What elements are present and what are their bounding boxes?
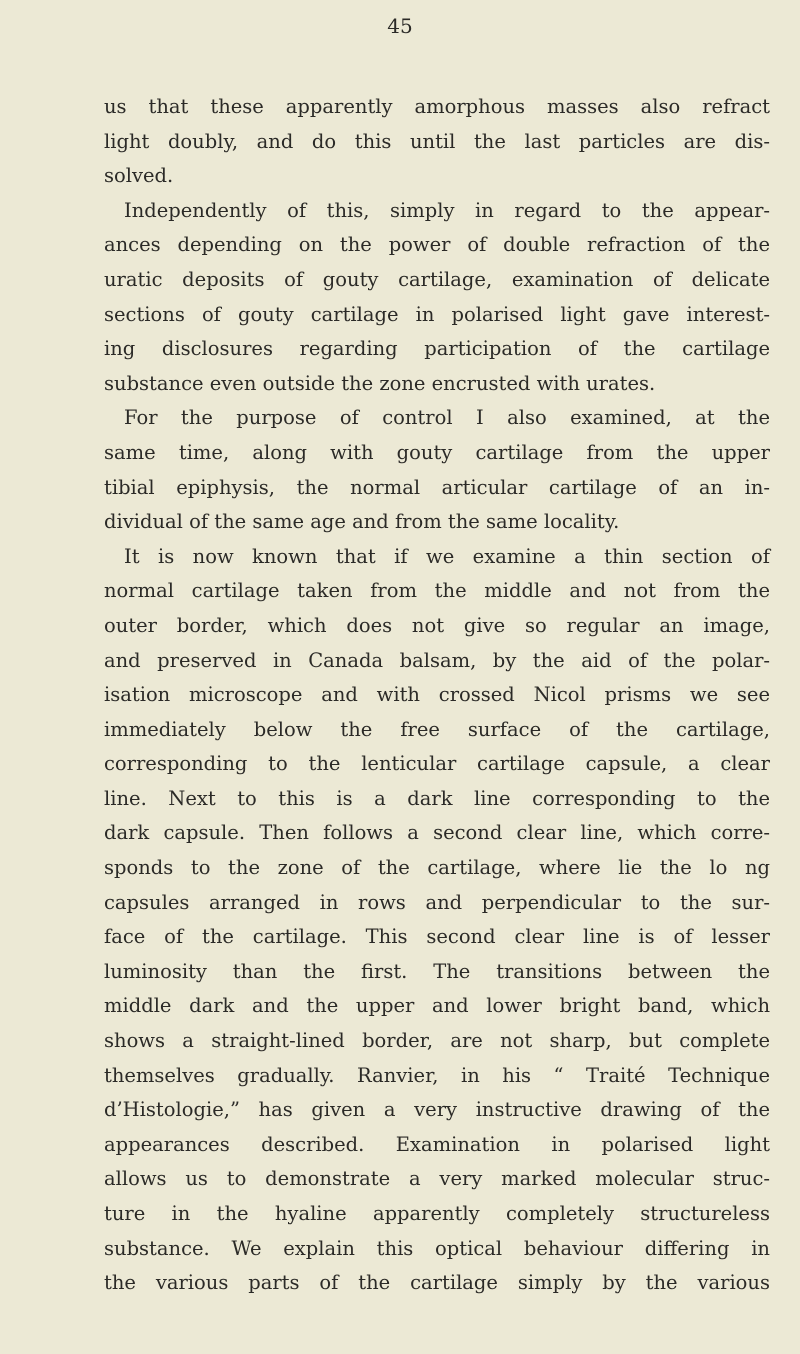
text-line: ing disclosures regarding participation of the cartilage: [104, 337, 770, 361]
text-line: the various parts of the cartilage simply by the various: [104, 1271, 770, 1295]
text-line: sponds to the zone of the cartilage, where lie the lo ng: [104, 856, 770, 880]
text-line: sections of gouty cartilage in polarised light gave interest-: [104, 302, 770, 326]
text-line: shows a straight-lined border, are not sharp, but complete: [104, 1029, 770, 1053]
text-line: capsules arranged in rows and perpendicular to the sur-: [104, 890, 770, 914]
text-line: tibial epiphysis, the normal articular cartilage of an in-: [104, 475, 770, 499]
text-line: normal cartilage taken from the middle and not from the: [104, 579, 770, 603]
text-line: substance. We explain this optical behaviour differing in: [104, 1236, 770, 1260]
text-line: light doubly, and do this until the last particles are dis-: [104, 129, 770, 153]
text-line: For the purpose of control I also examined, at the: [124, 406, 770, 430]
text-line: Independently of this, simply in regard to the appear-: [124, 198, 770, 222]
page-number: 45: [387, 14, 413, 38]
text-line: dark capsule. Then follows a second clear line, which corre-: [104, 821, 770, 845]
text-line: ances depending on the power of double refraction of the: [104, 233, 770, 257]
text-line: luminosity than the first. The transitions between the: [104, 959, 770, 983]
text-line: appearances described. Examination in polarised light: [104, 1132, 770, 1156]
text-line: dividual of the same age and from the same locality.: [104, 510, 620, 534]
text-line: line. Next to this is a dark line corresponding to the: [104, 786, 770, 810]
text-line: and preserved in Canada balsam, by the aid of the polar-: [104, 648, 770, 672]
text-line: uratic deposits of gouty cartilage, examination of delicate: [104, 267, 770, 291]
text-line: middle dark and the upper and lower bright band, which: [104, 994, 770, 1018]
text-line: same time, along with gouty cartilage from the upper: [104, 440, 770, 464]
text-line: solved.: [104, 164, 174, 188]
text-line: d’Histologie,” has given a very instructive drawing of the: [104, 1098, 770, 1122]
text-line: themselves gradually. Ranvier, in his “ Traité Technique: [104, 1063, 770, 1087]
body-text: [104, 92, 770, 1303]
text-line: us that these apparently amorphous masses also refract: [104, 95, 770, 118]
text-line: corresponding to the lenticular cartilage capsule, a clear: [104, 752, 770, 776]
text-line: isation microscope and with crossed Nicol prisms we see: [104, 683, 770, 707]
text-line: allows us to demonstrate a very marked molecular struc-: [104, 1167, 770, 1191]
text-line: outer border, which does not give so regular an image,: [104, 613, 770, 637]
text-line: immediately below the free surface of the cartilage,: [104, 717, 770, 741]
text-line: ture in the hyaline apparently completely structureless: [104, 1202, 770, 1225]
text-line: substance even outside the zone encrusted with urates.: [104, 371, 656, 395]
text-line: face of the cartilage. This second clear line is of lesser: [104, 925, 770, 949]
text-line: It is now known that if we examine a thin section of: [124, 544, 770, 568]
